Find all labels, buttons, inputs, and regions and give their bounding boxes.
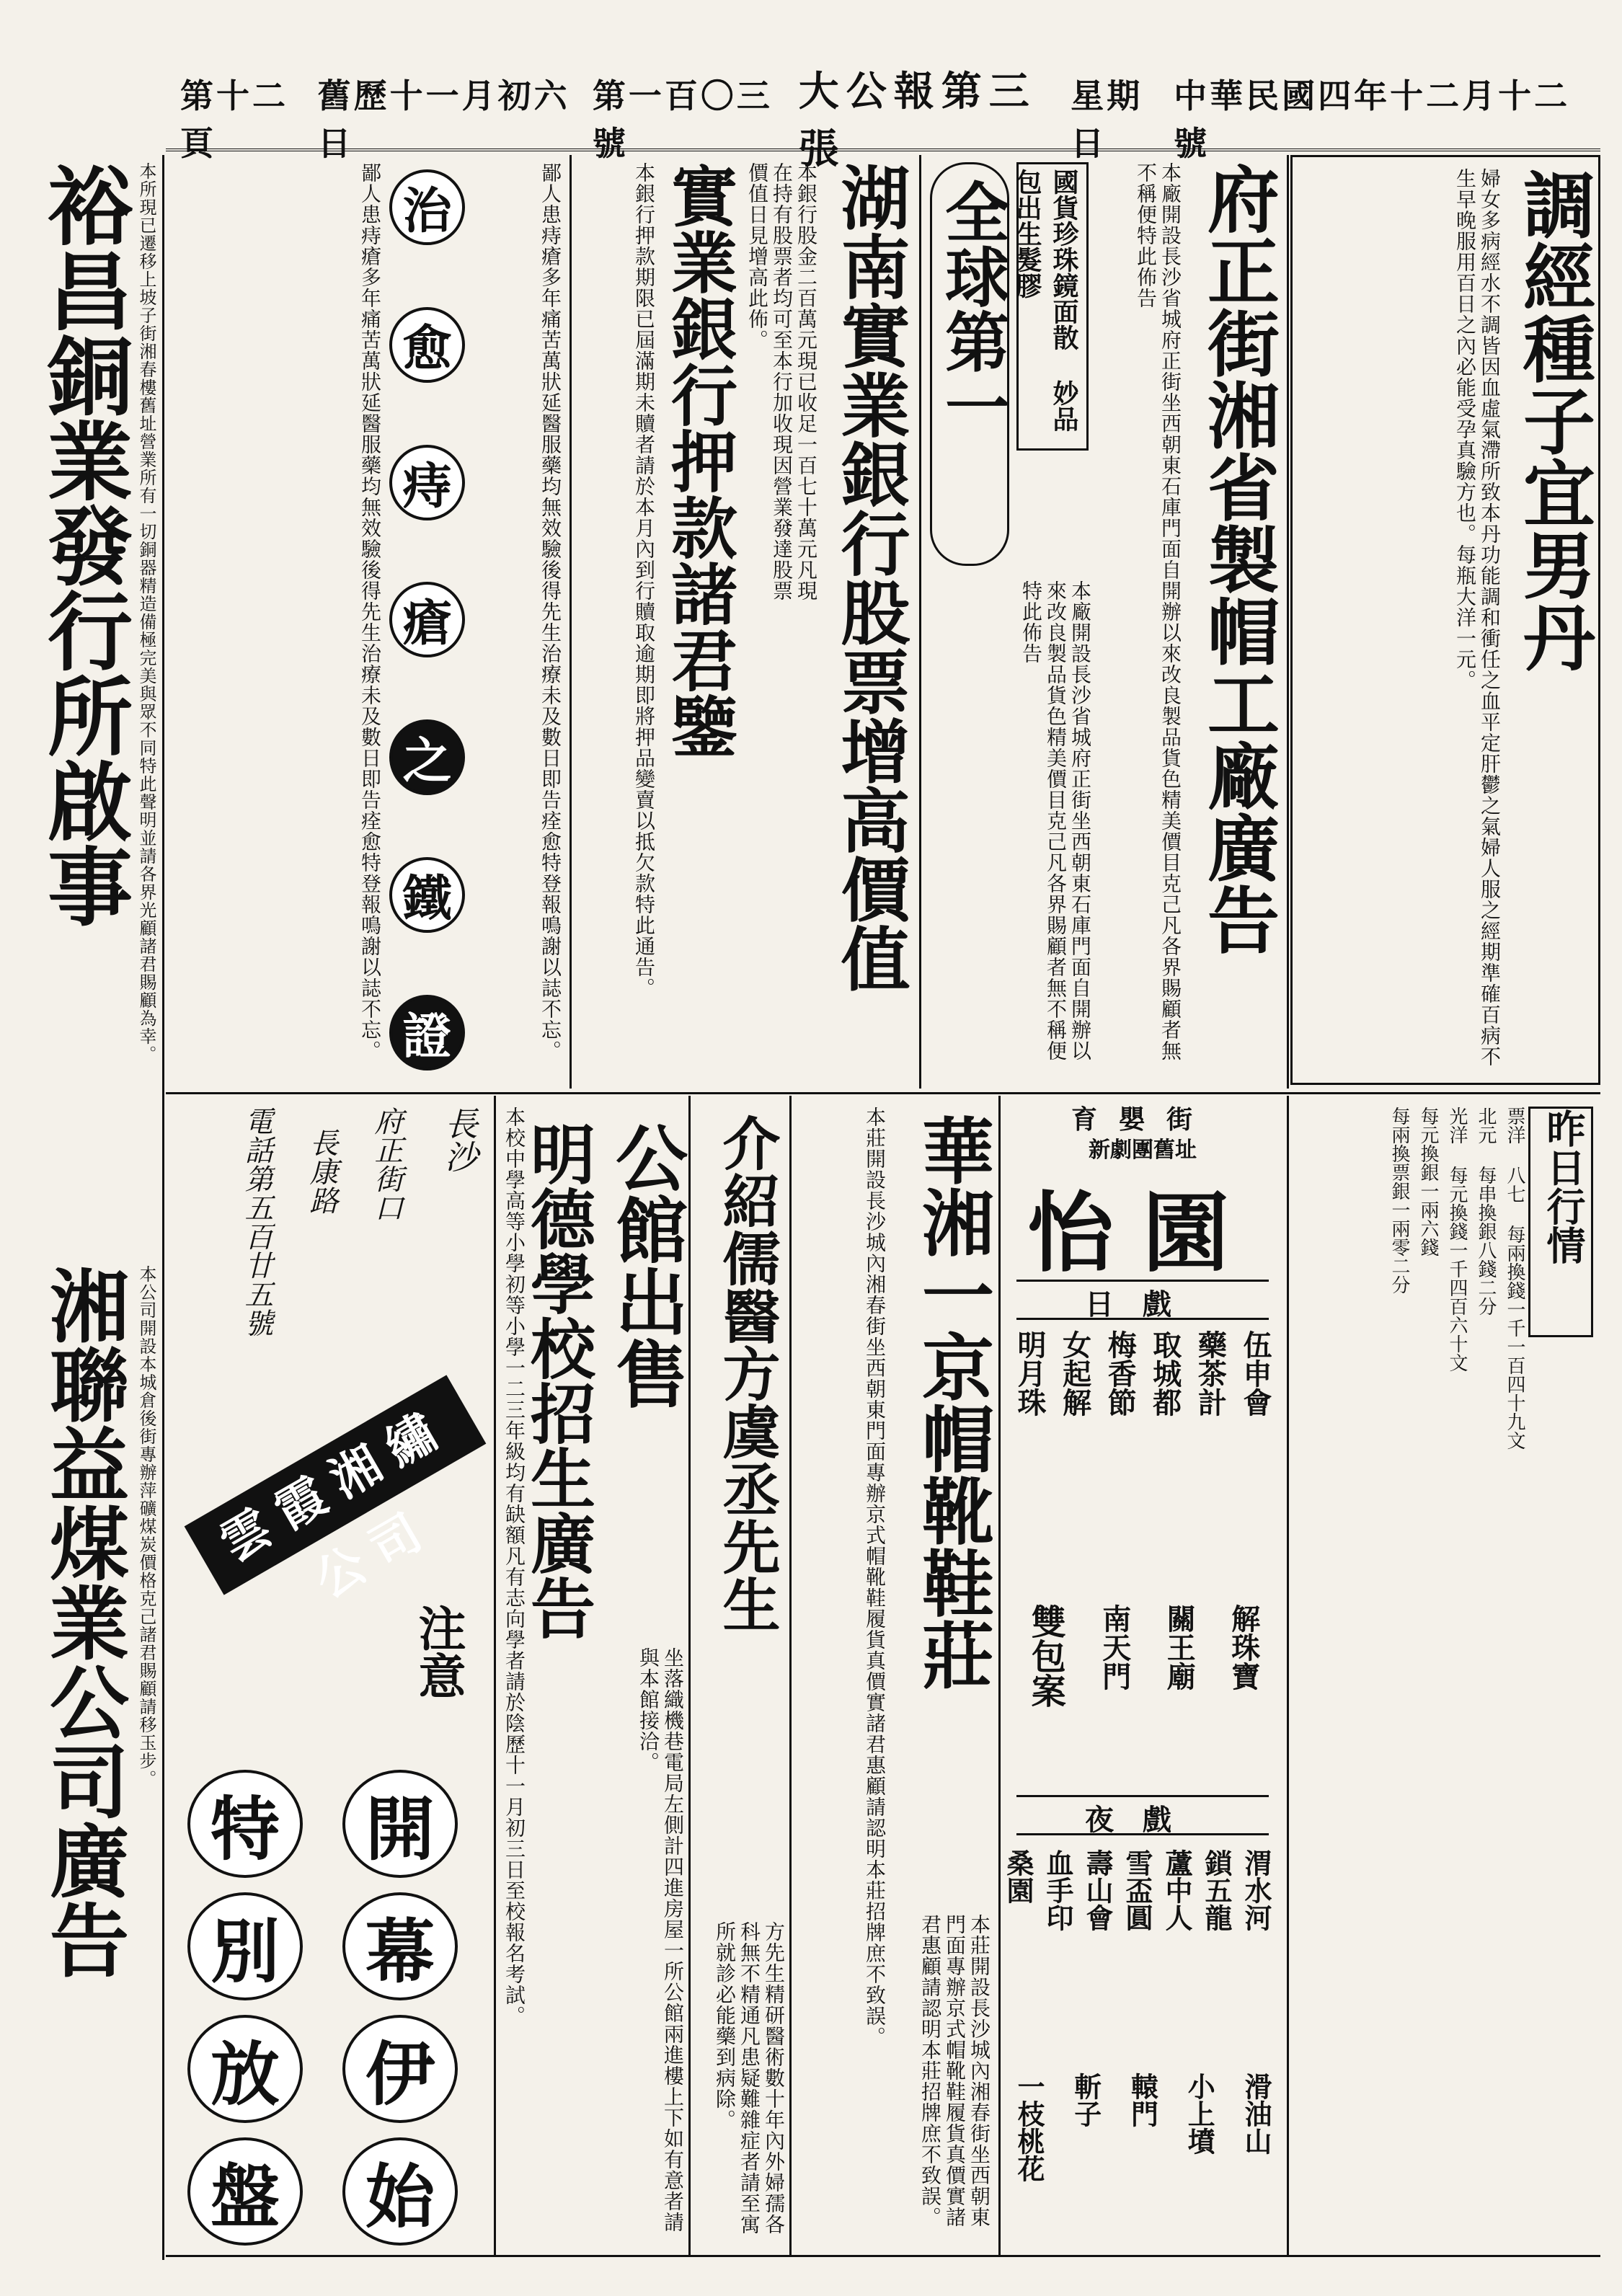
night-play: 血手印 (1042, 1849, 1073, 1931)
hall-sale-body: 坐落織機巷電局左側計四進房屋一所公館兩進樓上下如有意者請與本館接洽。 (637, 1647, 685, 2233)
page-number: 第十二頁 (180, 76, 288, 163)
day-play: 梅香節 (1103, 1330, 1137, 1417)
bank-headline-2: 實業銀行押款諸君鑒 (660, 162, 737, 759)
night-plays-2 (1009, 2073, 1276, 2246)
seed-ad-body: 婦女多病經水不調皆因血虛氣滯所致本丹功能調和衝任之血平定肝鬱之氣婦人服之經期準確百病不生早晚服用百日之內必能受孕真驗方也。每瓶大洋一元。 (1453, 168, 1502, 1067)
sale-char: 放 (187, 2015, 303, 2123)
bank-body-2: 本銀行押款期限已屆滿期未贖者請於本月內到行贖取逾期即將押品變賣以抵欠款特此通告。 (632, 162, 656, 998)
cure-headline (389, 169, 469, 1071)
hat-factory-items: 國貨珍珠鏡面散 妙品包出生髮膠 (1016, 162, 1089, 451)
cure-char-4: 瘡 (389, 582, 465, 657)
cure-char-5: 之 (389, 719, 465, 795)
night-play: 雪盃圓 (1121, 1849, 1153, 1931)
stamp-phone: 電話第五百廿五號 (240, 1107, 273, 1337)
day-play: 明月珠 (1013, 1330, 1046, 1417)
cure-char-1: 治 (389, 169, 465, 245)
market-row-3: 光洋 每元換錢一千四百六十文 (1446, 1107, 1468, 1372)
night-play: 一枝桃花 (1013, 2073, 1045, 2182)
stamp-line-1: 長沙 (440, 1107, 479, 1173)
left-banner-body: 本所現已遷移上坡子街湘春樓舊址營業所有一切銅器精造備極完美與眾不同特此聲明並請各界光顧諸君賜顧為幸。 (136, 162, 156, 1063)
day-play: 女起解 (1058, 1330, 1091, 1417)
sale-char: 別 (187, 1892, 303, 2000)
weekday: 星期日 (1071, 76, 1143, 163)
day-play: 南天門 (1097, 1604, 1131, 1690)
night-play: 轅門 (1126, 2073, 1158, 2127)
cure-body-2: 鄙人患痔瘡多年痛苦萬狀延醫服藥均無效驗後得先生治療未及數日即告痊愈特登報鳴謝以誌不忘。 (358, 162, 382, 1061)
theatre-subtitle: 新劇團舊址 (1089, 1138, 1197, 1163)
day-play: 解珠寶 (1226, 1604, 1260, 1690)
notice-label: 注意 (410, 1604, 466, 1699)
shoe-shop-body: 本莊開設長沙城內湘春街坐西朝東門面專辦京式帽靴鞋履貨真價實諸君惠顧請認明本莊招牌庶不致誤。 (918, 1914, 991, 2228)
special-sale-circles (187, 1770, 324, 2246)
night-play: 鎖五龍 (1200, 1849, 1232, 1931)
shoe-shop-ad (890, 1099, 995, 2253)
theatre-street: 育嬰街 (1071, 1105, 1214, 1135)
day-play: 關王廟 (1162, 1604, 1196, 1690)
theatre-ad (1002, 1099, 1283, 2253)
theatre-name: 怡園 (1027, 1184, 1258, 1284)
issue-number: 第一百〇三號 (592, 76, 773, 163)
market-quotes (1290, 1099, 1600, 2253)
cure-char-7: 證 (389, 995, 465, 1071)
opening-circles (342, 1770, 479, 2246)
left-bottom-title: 湘聯益煤業公司廣告 (37, 1265, 129, 1979)
cure-char-2: 愈 (389, 307, 465, 383)
hat-factory-ad (923, 155, 1283, 1085)
day-play: 藥茶計 (1193, 1330, 1227, 1417)
night-play: 壽山會 (1081, 1849, 1113, 1931)
day-plays-2 (1009, 1604, 1276, 1784)
market-row-2: 北元 每串換銀八錢二分 (1475, 1107, 1497, 1316)
sale-char: 特 (187, 1770, 303, 1878)
global-first-badge: 全球第一 (930, 162, 1009, 566)
ribbon-banner: 雲霞湘繡公司 (185, 1375, 487, 1595)
night-play: 斬子 (1069, 2073, 1102, 2127)
embroidery-ad (169, 1099, 490, 2253)
day-play-extra: 雙包案 (1025, 1604, 1066, 1708)
opening-char: 始 (342, 2137, 458, 2246)
seed-ad-title: 調經種子宜男丹 (1511, 168, 1595, 673)
night-plays (1002, 1849, 1276, 2065)
bank-ad (573, 155, 916, 1085)
day-plays (1009, 1330, 1276, 1590)
opening-char: 開 (342, 1770, 458, 1878)
sale-char: 盤 (187, 2137, 303, 2246)
school-ad (497, 1099, 595, 2253)
bank-body: 本銀行股金二百萬元現已收足一百七十萬元凡現在持有股票者均可至本行加收現因營業發達股票價值日見增高此佈。 (745, 162, 818, 601)
bank-headline: 湖南實業銀行股票增高價值 (830, 162, 910, 993)
school-note: 本校中學高等小學初等小學一二三年級均有缺額凡有志向學者請於陰歷十一月初三日至校報名考試。 (502, 1107, 526, 2026)
shoe-shop-detail: 本莊開設長沙城內湘春街坐西朝東門面專辦京式帽靴鞋履貨真價實諸君惠顧請認明本莊招牌庶不致誤。 (863, 1107, 887, 2047)
market-row-4: 每元換銀一兩六錢 (1417, 1107, 1439, 1256)
paper-name: 大公報第三張 (798, 68, 1037, 173)
night-play: 桑園 (1002, 1849, 1034, 1904)
hat-factory-body: 本廠開設長沙省城府正街坐西朝東石庫門面自開辦以來改良製品貨色精美價目克己凡各界賜顧者無不稱便特此佈告 (1134, 162, 1182, 1061)
day-play: 伍申會 (1238, 1330, 1272, 1417)
cure-char-3: 痔 (389, 445, 465, 520)
hall-sale-headline: 公館出售 (603, 1121, 688, 1409)
doctor-ad (692, 1099, 786, 2253)
market-row-1: 票洋 八七 每兩換錢一千一百四十九文 (1504, 1107, 1525, 1450)
date-line: 中華民國四年十二月十二號 (1174, 76, 1571, 163)
night-play: 小上墳 (1183, 2073, 1215, 2155)
lunar-date: 舊歷十一月初六日 (317, 76, 570, 163)
night-play: 渭水河 (1240, 1849, 1272, 1931)
masthead (166, 68, 1600, 173)
day-show-label: 日戲 (1016, 1280, 1269, 1320)
hat-factory-detail: 本廠開設長沙省城府正街坐西朝東石庫門面自開辦以來改良製品貨色精美價目克己凡各界賜顧者無不稱便特此佈告 (1019, 580, 1092, 1061)
stamp-line-3: 長康路 (305, 1128, 338, 1215)
night-show-label: 夜戲 (1016, 1795, 1269, 1835)
cure-ad (173, 155, 566, 1085)
seed-ad (1290, 155, 1600, 1085)
hat-factory-headline: 府正街湘省製帽工廠廣告 (1195, 162, 1280, 955)
opening-char: 幕 (342, 1892, 458, 2000)
night-play: 蘆中人 (1161, 1849, 1192, 1931)
doctor-headline: 介紹儒醫方虞丞先生 (713, 1114, 780, 1633)
left-banner (22, 155, 159, 2260)
school-headline: 明德學校招生廣告 (519, 1121, 595, 1640)
market-row-5: 每兩換票銀一兩零二分 (1388, 1107, 1410, 1294)
day-play: 取城都 (1148, 1330, 1182, 1417)
left-bottom-body: 本公司開設本城倉後街專辦萍礦煤炭價格克己諸君賜顧請移玉步。 (136, 1265, 156, 1788)
market-title: 昨日行情 (1528, 1107, 1593, 1337)
opening-char: 伊 (342, 2015, 458, 2123)
cure-body: 鄙人患痔瘡多年痛苦萬狀延醫服藥均無效驗後得先生治療未及數日即告痊愈特登報鳴謝以誌不忘。 (539, 162, 562, 1061)
shoe-shop-headline: 華湘一京帽靴鞋莊 (910, 1114, 994, 1690)
hall-sale-ad (598, 1099, 688, 2253)
cure-char-6: 鐵 (389, 857, 465, 933)
stamp-line-2: 府正街口 (370, 1107, 403, 1222)
left-banner-title: 裕昌銅業發行所啟事 (33, 162, 133, 928)
night-play: 滑油山 (1240, 2073, 1272, 2155)
doctor-body: 方先生精研醫術數十年內外婦孺各科無不精通凡患疑難雜症者請至寓所就診必能藥到病除。 (713, 1921, 786, 2235)
